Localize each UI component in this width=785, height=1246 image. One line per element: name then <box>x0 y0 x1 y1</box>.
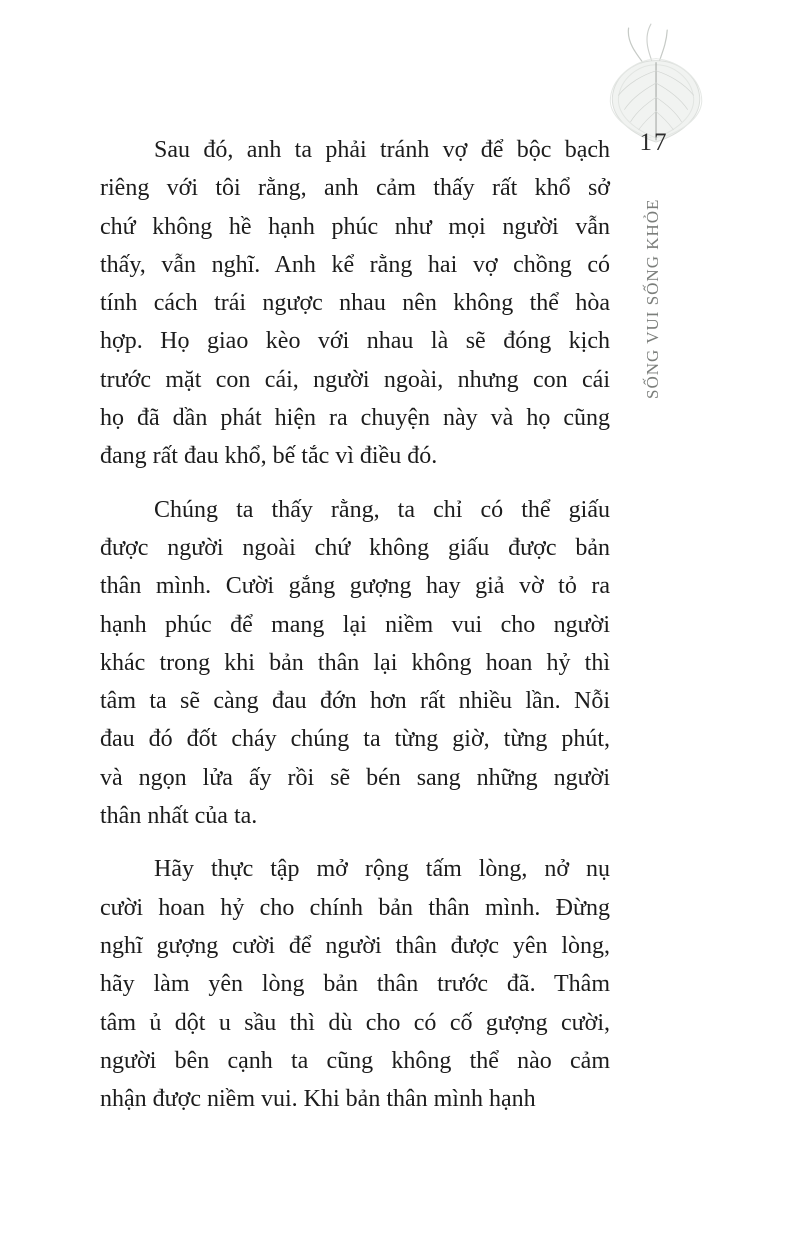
text-line: thấy, vẫn nghĩ. Anh kể rằng hai vợ chồng có <box>100 251 610 278</box>
text-line: tâm ủ dột u sầu thì dù cho có cố gượng cười, <box>100 1009 610 1036</box>
text-line: nhận được niềm vui. Khi bản thân mình hạnh <box>100 1086 536 1113</box>
text-line: thân nhất của ta. <box>100 803 258 830</box>
text-line: khác trong khi bản thân lại không hoan hỷ thì <box>100 649 610 676</box>
text-line: đang rất đau khổ, bế tắc vì điều đó. <box>100 443 438 470</box>
text-line: hãy làm yên lòng bản thân trước đã. Thâm <box>100 971 610 998</box>
page-number: 17 <box>639 129 669 156</box>
text-line: người bên cạnh ta cũng không thể nào cảm <box>100 1047 610 1074</box>
paragraph <box>100 491 610 836</box>
text-line: thân mình. Cười gắng gượng hay giả vờ tỏ ra <box>100 573 610 600</box>
text-line: họ đã dần phát hiện ra chuyện này và họ cũng <box>100 405 610 432</box>
text-line: đau đó đốt cháy chúng ta từng giờ, từng phút, <box>100 726 610 753</box>
paragraph <box>100 131 610 476</box>
text-line: riêng với tôi rằng, anh cảm thấy rất khổ sở <box>100 175 610 202</box>
text-line: cười hoan hỷ cho chính bản thân mình. Đừng <box>100 894 610 921</box>
text-column <box>100 131 610 1133</box>
text-line: tâm ta sẽ càng đau đớn hơn rất nhiều lần. Nỗi <box>100 688 610 715</box>
text-line: hạnh phúc để mang lại niềm vui cho người <box>100 611 610 638</box>
text-line: chứ không hề hạnh phúc như mọi người vẫn <box>100 213 610 240</box>
text-line: trước mặt con cái, người ngoài, nhưng con cái <box>100 366 610 393</box>
text-line: Chúng ta thấy rằng, ta chỉ có thể giấu <box>154 496 610 523</box>
text-line: và ngọn lửa ấy rồi sẽ bén sang những người <box>100 764 610 791</box>
paragraph <box>100 850 610 1118</box>
text-line: được người ngoài chứ không giấu được bản <box>100 534 610 561</box>
text-line: Hãy thực tập mở rộng tấm lòng, nở nụ <box>154 856 610 883</box>
text-line: tính cách trái ngược nhau nên không thể hòa <box>100 290 610 317</box>
text-line: hợp. Họ giao kèo với nhau là sẽ đóng kịch <box>100 328 610 355</box>
margin-running-title: SỐNG VUI SỐNG KHỎE <box>643 198 662 399</box>
bodhi-leaf-icon <box>598 20 710 144</box>
text-line: Sau đó, anh ta phải tránh vợ để bộc bạch <box>154 137 610 163</box>
text-line: nghĩ gượng cười để người thân được yên lòng, <box>100 932 610 959</box>
